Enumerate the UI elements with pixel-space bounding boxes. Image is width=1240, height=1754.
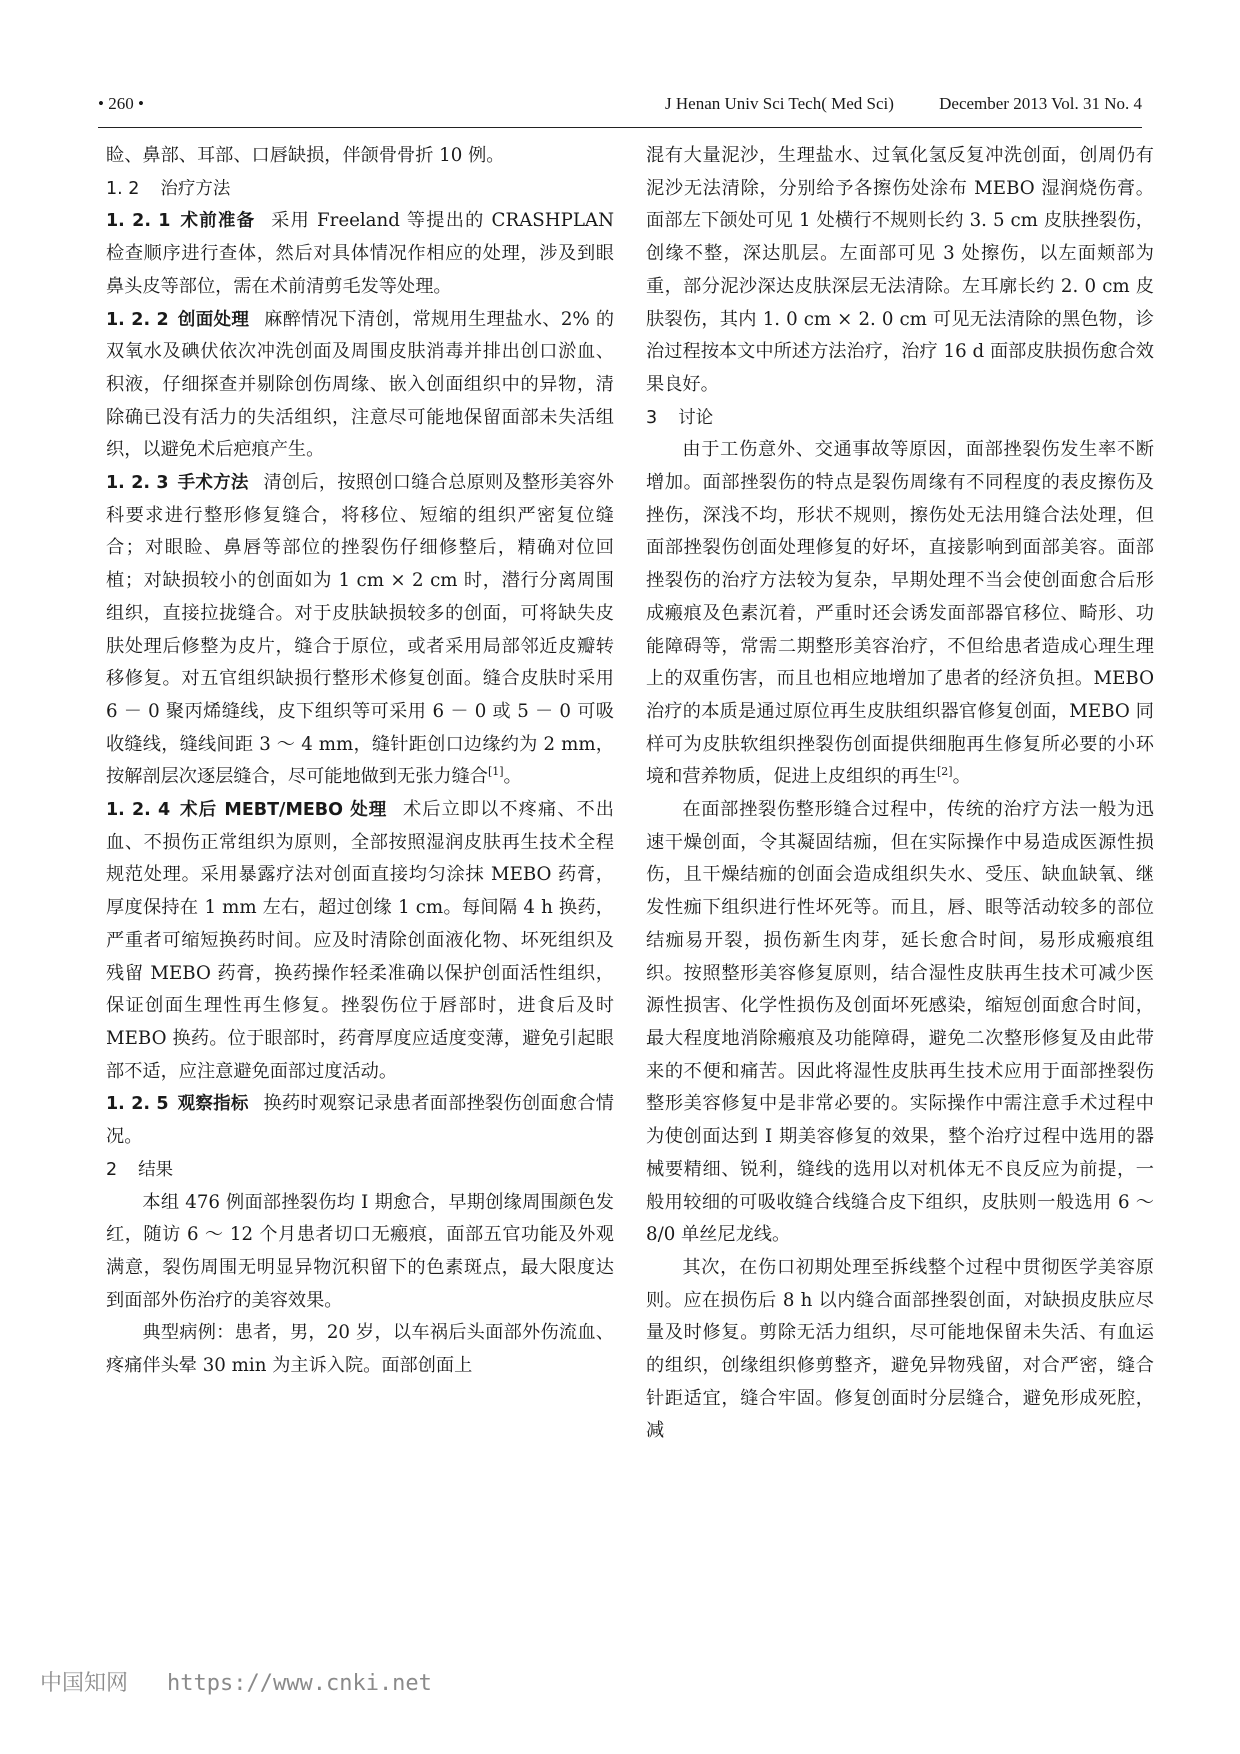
page-number: • 260 • <box>98 94 144 113</box>
subsection-1-2-4: 1. 2. 4 术后 MEBT/MEBO 处理 术后立即以不疼痛、不出血、不损伤正常组织为原则，全部按照湿润皮肤再生技术全程规范处理。采用暴露疗法对创面直接均匀涂抹 MEBO 药膏，厚度保持在 1 mm 左右，超过创缘 1 cm。每间隔 4 h 换药，严重者可缩短换药时间。应及时清除创面液化物、坏死组织及残留 MEBO 药膏，换药操作轻柔准确以保护创面活性组织，保证创面生理性再生修复。挫裂伤位于唇部时，进食后及时 MEBO 换药。位于眼部时，药膏厚度应适度变薄，避免引起眼部不适，应注意避免面部过度活动。 <box>106 799 614 1082</box>
section-heading: 3 讨论 <box>646 407 714 428</box>
paragraph: 在面部挫裂伤整形缝合过程中，传统的治疗方法一般为迅速干燥创面，令其凝固结痂，但在实际操作中易造成医源性损伤，且干燥结痂的创面会造成组织失水、受压、缺血缺氧、继发性痂下组织进行性坏死等。而且，唇、眼等活动较多的部位结痂易开裂，损伤新生肉芽，延长愈合时间，易形成瘢痕组织。按照整形美容修复原则，结合湿性皮肤再生技术可减少医源性损害、化学性损伤及创面坏死感染，缩短创面愈合时间，最大程度地消除瘢痕及功能障碍，避免二次整形修复及由此带来的不便和痛苦。因此将湿性皮肤再生技术应用于面部挫裂伤整形美容修复中是非常必要的。实际操作中需注意手术过程中为使创面达到 Ⅰ 期美容修复的效果，整个治疗过程中选用的器械要精细、锐利，缝线的选用以对机体无不良反应为前提，一般用较细的可吸收缝合线缝合皮下组织，皮肤则一般选用 6 ～ 8/0 单丝尼龙线。 <box>646 799 1154 1246</box>
subsection-1-2-2: 1. 2. 2 创面处理 麻醉情况下清创，常规用生理盐水、2% 的双氧水及碘伏依次冲洗创面及周围皮肤消毒并排出创口淤血、积液，仔细探查并剔除创伤周缘、嵌入创面组织中的异物，清除确已没有活力的失活组织，注意尽可能地保留面部未失活组织，以避免术后疤痕产生。 <box>106 308 615 461</box>
site-name: 中国知网 <box>40 1671 129 1696</box>
subsection-1-2-3: 1. 2. 3 手术方法 清创后，按照创口缝合总原则及整形美容外科要求进行整形修复缝合，将移位、短缩的组织严密复位缝合；对眼睑、鼻唇等部位的挫裂伤仔细修整后，精确对位回植；对缺损较小的创面如为 1 cm × 2 cm 时，潜行分离周围组织，直接拉拢缝合。对于皮肤缺损较多的创面，可将缺失皮肤处理后修整为皮片，缝合于原位，或者采用局部邻近皮瓣转移修复。对五官组织缺损行整形术修复创面。缝合皮肤时采用 6 － 0 聚丙烯缝线，皮下组织等可采用 6 － 0 或 5 － 0 可吸收缝线，缝线间距 3 ～ 4 mm，缝针距创口边缘约为 2 mm，按解剖层次逐层缝合，尽可能地做到无张力缝合[1]。 <box>106 472 614 788</box>
paragraph: 本组 476 例面部挫裂伤均 Ⅰ 期愈合，早期创缘周围颜色发红，随访 6 ～ 12 个月患者切口无瘢痕，面部五官功能及外观满意，裂伤周围无明显异物沉积留下的色素斑点，最大限度达到面部外伤治疗的美容效果。 <box>106 1191 614 1311</box>
header-rule <box>98 127 1142 128</box>
paragraph: 混有大量泥沙，生理盐水、过氧化氢反复冲洗创面，创周仍有泥沙无法清除，分别给予各擦伤处涂布 MEBO 湿润烧伤膏。面部左下颌处可见 1 处横行不规则长约 3. 5 cm 皮肤挫裂伤，创缘不整，深达肌层。左面部可见 3 处擦伤，以左面颊部为重，部分泥沙深达皮肤深层无法清除。左耳廓长约 2. 0 cm 皮肤裂伤，其内 1. 0 cm × 2. 0 cm 可见无法清除的黑色物，诊治过程按本文中所述方法治疗，治疗 16 d 面部皮肤损伤愈合效果良好。 <box>646 145 1154 395</box>
section-heading: 1. 2 治疗方法 <box>106 178 231 199</box>
subsection-1-2-5: 1. 2. 5 观察指标 换药时观察记录患者面部挫裂伤创面愈合情况。 <box>106 1093 614 1148</box>
paragraph: 由于工伤意外、交通事故等原因，面部挫裂伤发生率不断增加。面部挫裂伤的特点是裂伤周缘有不同程度的表皮擦伤及挫伤，深浅不均，形状不规则，擦伤处无法用缝合法处理，但面部挫裂伤创面处理修复的好坏，直接影响到面部美容。面部挫裂伤的治疗方法较为复杂，早期处理不当会使创面愈合后形成瘢痕及色素沉着，严重时还会诱发面部器官移位、畸形、功能障碍等，常需二期整形美容治疗，不但给患者造成心理生理上的双重伤害，而且也相应地增加了患者的经济负担。MEBO 治疗的本质是通过原位再生皮肤组织器官修复创面，MEBO 同样可为皮肤软组织挫裂伤创面提供细胞再生修复所必要的小环境和营养物质，促进上皮组织的再生[2]。 <box>646 439 1154 788</box>
paragraph: 典型病例：患者，男，20 岁，以车祸后头面部外伤流血、疼痛伴头晕 30 min 为主诉入院。面部创面上 <box>106 1322 614 1377</box>
citation[interactable]: [1] <box>487 765 504 779</box>
issue-info: December 2013 Vol. 31 No. 4 <box>939 94 1142 113</box>
left-column <box>106 140 614 1383</box>
paragraph: 其次，在伤口初期处理至拆线整个过程中贯彻医学美容原则。应在损伤后 8 h 以内缝合面部挫裂创面，对缺损皮肤应尽量及时修复。剪除无活力组织，尽可能地保留未失活、有血运的组织，创缘组织修剪整齐，避免异物残留，对合严密，缝合针距适宜，缝合牢固。修复创面时分层缝合，避免形成死腔，减 <box>646 1256 1154 1442</box>
subsection-1-2-1: 1. 2. 1 术前准备 采用 Freeland 等提出的 CRASHPLAN 检查顺序进行查体，然后对具体情况作相应的处理，涉及到眼鼻头皮等部位，需在术前清剪毛发等处理。 <box>106 210 614 297</box>
site-url[interactable]: https://www.cnki.net <box>167 1671 432 1696</box>
section-heading: 2 结果 <box>106 1159 174 1180</box>
running-header <box>98 94 1142 124</box>
paragraph: 睑、鼻部、耳部、口唇缺损，伴颌骨骨折 10 例。 <box>106 145 505 166</box>
journal-name: J Henan Univ Sci Tech( Med Sci) <box>665 94 894 113</box>
right-column <box>646 140 1154 1448</box>
watermark <box>40 1666 432 1697</box>
citation[interactable]: [2] <box>937 765 953 779</box>
